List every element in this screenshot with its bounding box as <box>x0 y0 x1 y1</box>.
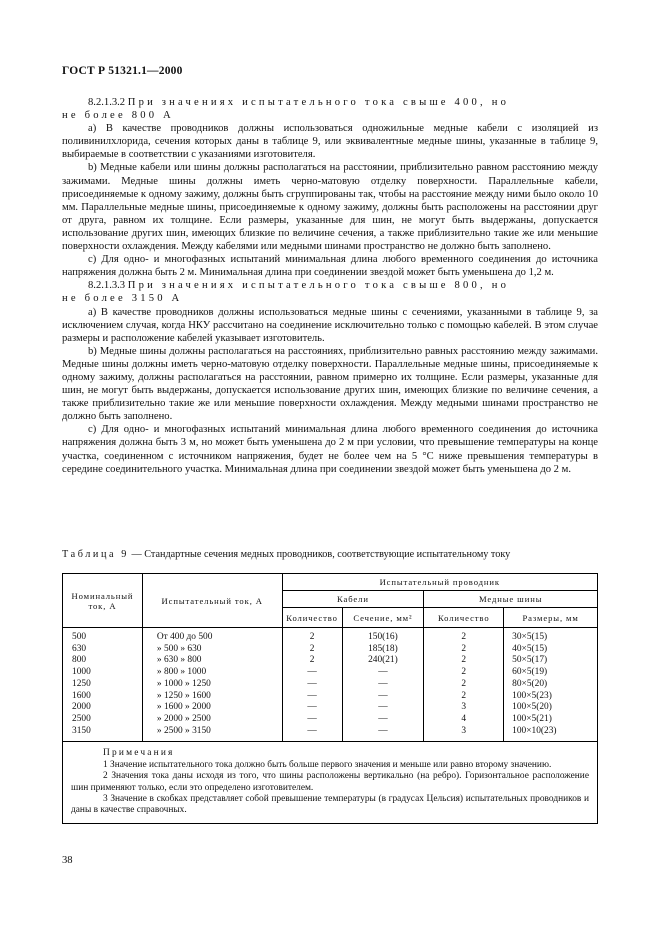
table-cell: — <box>378 713 388 724</box>
column-test-current <box>142 628 282 742</box>
notes-title: Примечания <box>103 748 175 759</box>
table-cell: 100×5(23) <box>512 690 552 701</box>
body-text <box>62 96 598 476</box>
table-cell: » 1250 » 1600 <box>156 690 211 701</box>
header-bar-quantity: Количество <box>424 608 504 628</box>
table-cell: 2 <box>461 667 467 678</box>
page-number: 38 <box>62 855 73 866</box>
note-2: 2 Значения тока даны исходя из того, что шины расположены вертикально (на ребро). Горизонтальное расположение шин применяют только, если это определено изготовителем. <box>71 771 589 793</box>
clause-title-line1: При значениях испытательного тока свыше 400, но <box>127 97 510 108</box>
clause-title-line2: не более 800 А <box>62 110 174 122</box>
table-cell: 800 <box>72 655 87 666</box>
header-busbars: Медные шины <box>424 591 598 608</box>
clause-8-2-1-3-3-heading <box>62 279 598 292</box>
table-cell: 50×5(17) <box>512 655 548 666</box>
table-cell: » 2000 » 2500 <box>156 713 211 724</box>
table-cell: — <box>378 678 388 689</box>
table-cell: — <box>378 667 388 678</box>
table-cell: » 1000 » 1250 <box>156 678 211 689</box>
table-cell: » 1600 » 2000 <box>156 702 211 713</box>
table-cell: — <box>378 690 388 701</box>
document-header: ГОСТ Р 51321.1—2000 <box>62 65 183 77</box>
table-cell: 2 <box>461 690 467 701</box>
paragraph-b: b) Медные шины должны располагаться на расстояниях, приблизительно равных расстоянию между зажимами. Медные шины должны иметь черно-матовую отделку поверхности. Параллельные медные шины, присоединяемые к одному зажиму, должны располагаться на расстоянии, равном примерно их толщине. Если размеры, указанные для шин, не могут быть выдержаны, допускается использование других шин, имеющих близкие по величине сечения, а также приблизительно такие же или меньшие поверхности охлаждения. Между медными шинами пространство не должно быть заполнено. <box>62 345 598 423</box>
table-caption-label: Таблица 9 <box>62 549 129 560</box>
clause-number: 8.2.1.3.2 <box>88 97 126 108</box>
table-cell: — <box>378 702 388 713</box>
table-cell: 1000 <box>72 667 91 678</box>
table-cell: 1250 <box>72 678 91 689</box>
table-cell: 30×5(15) <box>512 632 548 642</box>
table-cell: » 800 » 1000 <box>156 667 207 678</box>
paragraph-a: a) В качестве проводников должны использоваться одножильные медные кабели с изоляцией из поливинилхлорида, сечения которых даны в таблице 9, или эквивалентные медные шины, указанные в таблице 9, выбираемые в соответствии с указаниями изготовителя. <box>62 123 598 161</box>
table-cell: 2 <box>309 655 315 666</box>
table-cell: 2 <box>461 632 467 642</box>
table-cell: 185(18) <box>368 643 398 654</box>
clause-title-line2: не более 3150 А <box>62 293 183 305</box>
clause-title-line1: При значениях испытательного тока свыше 800, но <box>127 280 510 292</box>
paragraph-c: c) Для одно- и многофазных испытаний минимальная длина любого временного соединения до источника напряжения должна быть 3 м, но может быть уменьшена до 2 м при условии, что превышение температуры на конце участка, соединенном с источником напряжения, будет не более чем на 5 °С ниже превышения температуры в середине соединительного участка. Минимальная длина при соединении звездой может быть уменьшена до 2 м. <box>62 424 598 475</box>
column-bar-quantity <box>424 628 504 742</box>
table-cell: 240(21) <box>368 655 398 666</box>
header-test-conductor: Испытательный проводник <box>282 574 597 591</box>
table-cell: 1600 <box>72 690 91 701</box>
table-cell: 3150 <box>72 725 91 736</box>
note-3: 3 Значение в скобках представляет собой превышение температуры (в градусах Цельсия) испытательных проводников и даны в качестве справочных. <box>71 793 589 816</box>
paragraph-b: b) Медные кабели или шины должны располагаться на расстоянии, приблизительно равном расстоянию между зажимами. Медные шины должны иметь черно-матовую отделку поверхности. Параллельные кабели, присоединяемые к одному зажиму, должны быть сгруппированы так, чтобы на расстояние между ними было около 10 мм. Параллельные медные шины, присоединяемые к одному зажиму, должны быть расположены на расстоянии друг от друга, равном их толщине. Если размеры, указанные для шин, не могут быть выдержаны, допускается использование других шин, имеющих близкие по величине сечения, а также приблизительно такие же или меньшие поверхности охлаждения. Между кабелями или медными шинами пространство не должно быть заполнено. <box>62 162 598 253</box>
table-cell: 2 <box>309 632 315 642</box>
table-cell: 150(16) <box>368 632 398 642</box>
table-cell: — <box>307 702 317 713</box>
table-cell: 2 <box>461 643 467 654</box>
table-cell: — <box>307 713 317 724</box>
table-cell: » 2500 » 3150 <box>156 725 211 736</box>
table-cell: 3 <box>461 702 467 713</box>
table-cell: » 500 » 630 <box>156 643 202 654</box>
table-cell: — <box>307 678 317 689</box>
table-cell: » 630 » 800 <box>156 655 202 666</box>
table-cell: — <box>307 690 317 701</box>
column-cable-section <box>342 628 424 742</box>
table-cell: 2 <box>461 655 467 666</box>
table-cell: 80×5(20) <box>512 678 548 689</box>
table-notes <box>63 742 598 823</box>
header-cables: Кабели <box>282 591 424 608</box>
table-cell: 2000 <box>72 702 91 713</box>
header-test-current: Испытательный ток, А <box>142 574 282 628</box>
table-caption <box>62 549 622 560</box>
header-cable-section: Сечение, мм² <box>342 608 424 628</box>
table-cell: 40×5(15) <box>512 643 548 654</box>
table-cell: — <box>378 725 388 736</box>
table-cell: 2 <box>461 678 467 689</box>
paragraph-c: c) Для одно- и многофазных испытаний минимальная длина любого временного соединения до источника напряжения должна быть 2 м. Минимальная длина при соединении звездой может быть уменьшена до 1,2 м. <box>62 254 598 279</box>
table-cell: — <box>307 725 317 736</box>
table-cell: 2 <box>309 643 315 654</box>
column-cable-quantity <box>282 628 342 742</box>
column-bar-size <box>504 628 598 742</box>
header-cable-quantity: Количество <box>282 608 342 628</box>
table-cell: 100×5(20) <box>512 702 552 713</box>
table-cell: 630 <box>72 643 87 654</box>
table-cell: 100×5(21) <box>512 713 552 724</box>
clause-number: 8.2.1.3.3 <box>88 280 126 292</box>
table-caption-text: — Стандартные сечения медных проводников, соответствующие испытательному току <box>128 549 511 560</box>
table-cell: 500 <box>72 632 87 642</box>
table-cell: 4 <box>461 713 467 724</box>
table-cell: 2500 <box>72 713 91 724</box>
paragraph-a: a) В качестве проводников должны использоваться медные шины с сечениями, указанными в таблице 9, за исключением случая, когда НКУ рассчитано на соединение исключительно только с помощью кабелей. В этом случае размеры и расположение кабелей указывает изготовитель. <box>62 306 598 344</box>
table-cell: — <box>307 667 317 678</box>
table-9 <box>62 573 598 824</box>
column-rated-current <box>63 628 143 742</box>
table-cell: 60×5(19) <box>512 667 548 678</box>
table-cell: От 400 до 500 <box>156 632 213 642</box>
clause-8-2-1-3-2-heading <box>62 96 598 109</box>
header-bar-size: Размеры, мм <box>504 608 598 628</box>
table-cell: 100×10(23) <box>512 725 557 736</box>
header-rated-current: Номинальный ток, А <box>63 574 143 628</box>
note-1: 1 Значение испытательного тока должно быть больше первого значения и меньше или равно второму значению. <box>103 759 552 770</box>
table-cell: 3 <box>461 725 467 736</box>
